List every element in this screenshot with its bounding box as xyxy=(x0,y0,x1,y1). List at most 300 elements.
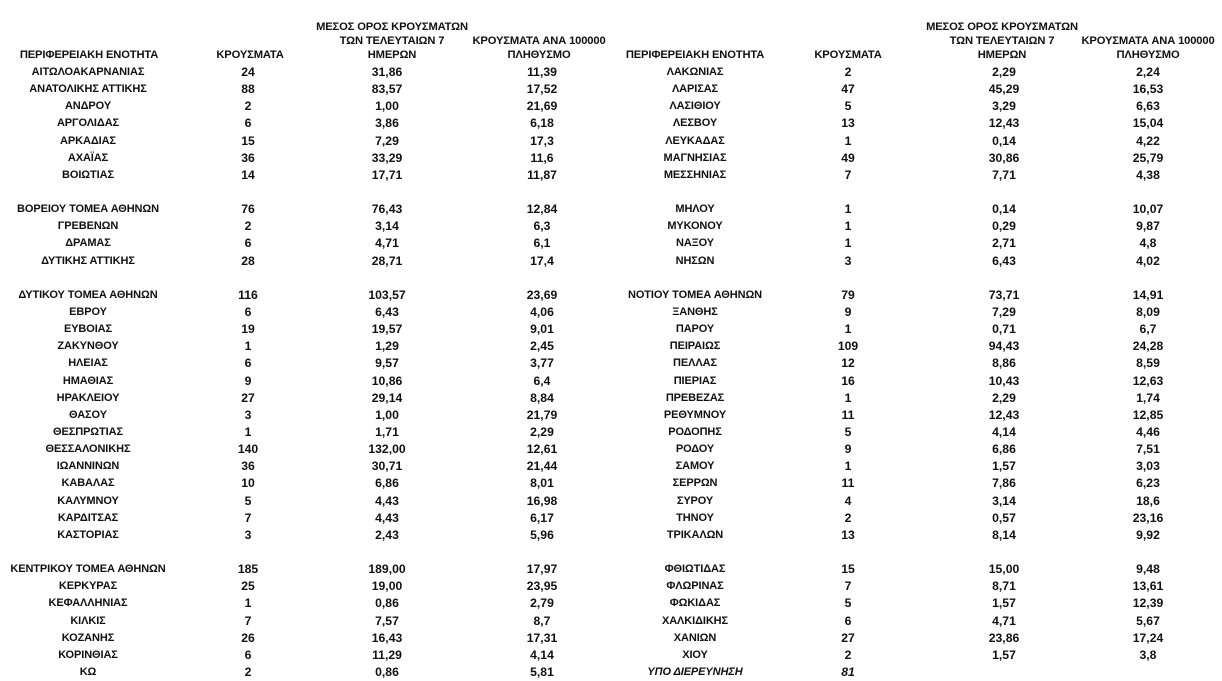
cell-cases: 14 xyxy=(241,167,255,182)
cell-per100k: 8,09 xyxy=(1136,304,1160,319)
cell-cases: 36 xyxy=(241,150,255,165)
table-row xyxy=(0,475,608,492)
table-row xyxy=(612,595,1222,612)
cell-per100k: 12,85 xyxy=(1132,407,1164,422)
table-row xyxy=(0,373,608,390)
table-row xyxy=(0,458,608,475)
cell-region: ΑΡΓΟΛΙΔΑΣ xyxy=(56,117,120,130)
cell-avg7: 15,00 xyxy=(988,562,1020,577)
cell-avg7: 28,71 xyxy=(371,253,403,268)
cell-cases: 140 xyxy=(237,442,259,457)
table-row xyxy=(0,613,608,630)
cell-per100k: 5,96 xyxy=(530,527,554,542)
table-row xyxy=(0,81,608,98)
cell-cases: 6 xyxy=(844,613,852,628)
table-row xyxy=(0,150,608,167)
table-row xyxy=(612,218,1222,235)
cell-per100k: 21,44 xyxy=(526,459,558,474)
cell-region: ΡΟΔΟΥ xyxy=(675,443,715,456)
cell-region: ΕΥΒΟΙΑΣ xyxy=(63,323,113,336)
cell-avg7: 3,29 xyxy=(992,99,1016,114)
cell-avg7: 10,86 xyxy=(371,373,403,388)
table-row xyxy=(612,81,1222,98)
cell-region: ΔΥΤΙΚΟΥ ΤΟΜΕΑ ΑΘΗΝΩΝ xyxy=(18,288,158,301)
cell-region: ΧΙΟΥ xyxy=(682,648,708,661)
cell-region: ΘΑΣΟΥ xyxy=(69,408,107,421)
cell-avg7: 19,57 xyxy=(371,322,403,337)
cell-cases: 7 xyxy=(244,510,252,525)
table-row xyxy=(0,98,608,115)
cell-avg7: 76,43 xyxy=(371,202,403,217)
cell-region: ΠΕΙΡΑΙΩΣ xyxy=(669,340,721,353)
cell-cases: 12 xyxy=(841,356,855,371)
table-row xyxy=(0,595,608,612)
cell-avg7: 7,29 xyxy=(375,133,399,148)
cell-region: ΣΑΜΟΥ xyxy=(675,460,715,473)
cell-region: ΠΡΕΒΕΖΑΣ xyxy=(665,391,725,404)
cell-cases: 13 xyxy=(841,527,855,542)
cell-cases: 6 xyxy=(244,116,252,131)
cell-avg7: 11,29 xyxy=(372,647,402,662)
cell-avg7: 4,43 xyxy=(375,493,399,508)
cell-per100k: 7,51 xyxy=(1136,442,1160,457)
cell-per100k: 6,18 xyxy=(530,116,554,131)
cell-per100k: 25,79 xyxy=(1132,150,1164,165)
table-row xyxy=(612,235,1222,252)
table-row xyxy=(0,527,608,544)
table-row xyxy=(612,647,1222,664)
cell-avg7: 1,57 xyxy=(992,647,1016,662)
cell-avg7: 2,29 xyxy=(992,390,1016,405)
table-row xyxy=(612,458,1222,475)
table-row xyxy=(612,441,1222,458)
header-avg7: ΜΕΣΟΣ ΟΡΟΣ ΚΡΟΥΣΜΑΤΩΝ ΤΩΝ ΤΕΛΕΥΤΑΙΩΝ 7 ΗΜΕΡΩΝ xyxy=(926,21,1078,61)
cell-per100k: 24,28 xyxy=(1132,339,1164,354)
cell-per100k: 23,95 xyxy=(526,579,558,594)
cell-per100k: 12,63 xyxy=(1132,373,1164,388)
cell-region: ΒΟΙΩΤΙΑΣ xyxy=(62,168,114,181)
cell-cases: 11 xyxy=(841,476,855,491)
cell-per100k: 9,01 xyxy=(530,322,554,337)
cell-cases: 13 xyxy=(841,116,855,131)
cell-avg7: 6,86 xyxy=(375,476,399,491)
table-row xyxy=(612,167,1222,184)
cell-per100k: 6,63 xyxy=(1136,99,1160,114)
cell-avg7: 9,57 xyxy=(375,356,399,371)
cell-region: ΧΑΛΚΙΔΙΚΗΣ xyxy=(661,614,729,627)
cell-cases: 6 xyxy=(244,356,252,371)
cell-avg7: 6,43 xyxy=(992,253,1016,268)
cell-avg7: 7,86 xyxy=(992,476,1016,491)
cell-per100k: 18,6 xyxy=(1136,493,1160,508)
table-row xyxy=(0,510,608,527)
cell-per100k: 2,79 xyxy=(530,596,554,611)
cell-cases: 1 xyxy=(244,424,252,439)
cell-avg7: 83,57 xyxy=(371,82,403,97)
cell-cases: 11 xyxy=(841,407,855,422)
table-row xyxy=(612,287,1222,304)
cell-region: ΞΑΝΘΗΣ xyxy=(672,305,718,318)
table-row xyxy=(612,373,1222,390)
cell-cases: 2 xyxy=(244,219,252,234)
cell-avg7: 94,43 xyxy=(988,339,1020,354)
cell-cases: 1 xyxy=(844,322,852,337)
spacer-row xyxy=(0,184,608,201)
cell-per100k: 12,61 xyxy=(526,442,558,457)
cell-avg7: 3,86 xyxy=(375,116,399,131)
cell-cases: 16 xyxy=(841,373,855,388)
cell-avg7: 1,29 xyxy=(375,339,399,354)
cell-cases: 2 xyxy=(844,510,852,525)
cell-region: ΖΑΚΥΝΘΟΥ xyxy=(57,340,119,353)
cell-region: ΤΡΙΚΑΛΩΝ xyxy=(666,528,724,541)
cell-cases: 6 xyxy=(244,236,252,251)
cell-per100k: 6,23 xyxy=(1136,476,1160,491)
cell-per100k: 6,1 xyxy=(533,236,551,251)
table-row xyxy=(612,630,1222,647)
spacer-row xyxy=(612,184,1222,201)
cell-per100k: 2,45 xyxy=(530,339,554,354)
table-row xyxy=(612,493,1222,510)
cell-avg7: 1,57 xyxy=(992,596,1016,611)
cell-avg7: 12,43 xyxy=(988,407,1020,422)
cell-cases: 3 xyxy=(844,253,852,268)
cell-region: ΚΙΛΚΙΣ xyxy=(70,614,106,627)
cell-region: ΑΡΚΑΔΙΑΣ xyxy=(60,134,116,147)
cell-avg7: 2,43 xyxy=(375,527,399,542)
cell-cases: 1 xyxy=(844,219,852,234)
table-row xyxy=(612,338,1222,355)
cell-avg7: 12,43 xyxy=(988,116,1020,131)
cell-cases: 4 xyxy=(844,493,852,508)
cell-avg7: 2,71 xyxy=(992,236,1016,251)
cell-per100k: 6,3 xyxy=(533,219,551,234)
cell-region: ΣΥΡΟΥ xyxy=(676,494,714,507)
cell-per100k: 4,14 xyxy=(530,647,554,662)
table-row xyxy=(612,321,1222,338)
cell-region: ΑΝΑΤΟΛΙΚΗΣ ΑΤΤΙΚΗΣ xyxy=(29,83,147,96)
cell-avg7: 45,29 xyxy=(988,82,1020,97)
cell-avg7: 8,86 xyxy=(992,356,1016,371)
cell-per100k: 6,4 xyxy=(533,373,551,388)
cell-region: ΗΡΑΚΛΕΙΟΥ xyxy=(56,391,120,404)
cell-per100k: 4,22 xyxy=(1136,133,1160,148)
cell-avg7: 29,14 xyxy=(371,390,403,405)
cell-per100k: 17,24 xyxy=(1132,630,1164,645)
table-row xyxy=(0,64,608,81)
cell-avg7: 0,57 xyxy=(992,510,1016,525)
cell-cases: 27 xyxy=(841,630,855,645)
cell-region: ΚΟΡΙΝΘΙΑΣ xyxy=(58,648,118,661)
cell-cases: 1 xyxy=(844,202,852,217)
table-row xyxy=(0,133,608,150)
cell-per100k xyxy=(1082,664,1214,681)
cell-region: ΜΗΛΟΥ xyxy=(675,203,715,216)
cell-per100k: 17,3 xyxy=(530,133,554,148)
cell-region: ΘΕΣΣΑΛΟΝΙΚΗΣ xyxy=(45,443,131,456)
cell-avg7: 8,14 xyxy=(992,527,1016,542)
cell-cases: 19 xyxy=(241,322,255,337)
cell-avg7: 6,86 xyxy=(992,442,1016,457)
cell-per100k: 9,87 xyxy=(1136,219,1160,234)
cell-region: ΘΕΣΠΡΩΤΙΑΣ xyxy=(53,425,123,438)
cell-region: ΥΠΟ ΔΙΕΡΕΥΝΗΣΗ xyxy=(647,665,743,678)
cell-per100k: 2,29 xyxy=(530,424,554,439)
table-row xyxy=(612,527,1222,544)
cell-cases: 5 xyxy=(844,596,852,611)
table-row xyxy=(0,390,608,407)
table-row xyxy=(0,355,608,372)
cell-avg7: 10,43 xyxy=(988,373,1020,388)
cell-avg7: 19,00 xyxy=(371,579,403,594)
cell-cases: 76 xyxy=(241,202,255,217)
cell-avg7: 1,00 xyxy=(375,407,399,422)
table-row xyxy=(612,201,1222,218)
cell-per100k: 4,02 xyxy=(1136,253,1160,268)
cell-region: ΜΑΓΝΗΣΙΑΣ xyxy=(663,151,727,164)
spacer-row xyxy=(612,544,1222,561)
table-row xyxy=(0,218,608,235)
cell-per100k: 4,38 xyxy=(1136,167,1160,182)
table-row xyxy=(612,407,1222,424)
table-row xyxy=(0,647,608,664)
header-cases: ΚΡΟΥΣΜΑΤΑ xyxy=(216,49,284,61)
cell-per100k: 8,7 xyxy=(533,613,551,628)
table-row xyxy=(0,630,608,647)
table-row xyxy=(0,167,608,184)
cell-region: ΜΕΣΣΗΝΙΑΣ xyxy=(663,168,727,181)
cell-avg7: 30,71 xyxy=(371,459,403,474)
table-row xyxy=(612,64,1222,81)
cell-cases: 5 xyxy=(844,99,852,114)
cell-region: ΝΗΣΩΝ xyxy=(675,254,715,267)
cell-cases: 24 xyxy=(241,65,255,79)
cell-cases: 6 xyxy=(244,304,252,319)
cell-cases: 5 xyxy=(844,424,852,439)
table-row xyxy=(612,578,1222,595)
cell-per100k: 5,81 xyxy=(530,664,554,679)
cell-region: ΚΩ xyxy=(79,665,97,678)
spacer-row xyxy=(0,270,608,287)
cell-avg7: 6,43 xyxy=(375,304,399,319)
cell-avg7: 16,43 xyxy=(371,630,403,645)
spacer-row xyxy=(0,544,608,561)
cell-cases: 2 xyxy=(244,664,252,679)
cell-region: ΛΑΣΙΘΙΟΥ xyxy=(669,100,721,113)
cell-cases: 1 xyxy=(244,596,252,611)
cell-region: ΦΩΚΙΔΑΣ xyxy=(669,597,721,610)
table-row xyxy=(612,253,1222,270)
cell-region: ΜΥΚΟΝΟΥ xyxy=(667,220,723,233)
cell-per100k: 5,67 xyxy=(1136,613,1160,628)
header-avg7: ΜΕΣΟΣ ΟΡΟΣ ΚΡΟΥΣΜΑΤΩΝ ΤΩΝ ΤΕΛΕΥΤΑΙΩΝ 7 ΗΜΕΡΩΝ xyxy=(316,21,468,61)
table-row xyxy=(0,424,608,441)
cell-region: ΗΛΕΙΑΣ xyxy=(68,357,108,370)
table-row xyxy=(0,235,608,252)
cell-cases: 2 xyxy=(844,65,852,79)
table-row xyxy=(0,304,608,321)
cell-avg7: 189,00 xyxy=(368,562,406,577)
cell-per100k: 4,46 xyxy=(1136,424,1160,439)
cell-per100k: 1,74 xyxy=(1136,390,1160,405)
cell-region: ΛΑΡΙΣΑΣ xyxy=(671,83,719,96)
table-row xyxy=(612,424,1222,441)
table-row xyxy=(0,287,608,304)
cell-avg7: 4,71 xyxy=(992,613,1016,628)
cell-cases: 109 xyxy=(837,339,859,354)
cell-region: ΝΑΞΟΥ xyxy=(675,237,715,250)
cell-avg7: 4,43 xyxy=(375,510,399,525)
cell-per100k: 16,98 xyxy=(526,493,558,508)
cell-avg7: 23,86 xyxy=(988,630,1020,645)
cell-avg7: 0,29 xyxy=(992,219,1016,234)
cell-avg7: 0,14 xyxy=(992,133,1016,148)
cell-avg7: 7,57 xyxy=(375,613,399,628)
cell-avg7: 30,86 xyxy=(988,150,1020,165)
cell-avg7: 0,71 xyxy=(992,322,1016,337)
cell-cases: 9 xyxy=(844,442,852,457)
cell-region: ΕΒΡΟΥ xyxy=(69,305,107,318)
cell-per100k: 23,69 xyxy=(526,287,558,302)
cell-per100k: 12,39 xyxy=(1132,596,1164,611)
table-row xyxy=(612,390,1222,407)
cell-per100k: 21,79 xyxy=(526,407,558,422)
table-row xyxy=(612,133,1222,150)
cell-cases: 1 xyxy=(844,236,852,251)
table-row xyxy=(0,578,608,595)
table-row xyxy=(612,561,1222,578)
cell-region: ΦΘΙΩΤΙΔΑΣ xyxy=(664,563,726,576)
cell-avg7 xyxy=(934,664,1074,681)
cell-per100k: 15,04 xyxy=(1132,116,1164,131)
table-row xyxy=(612,150,1222,167)
cell-avg7: 17,71 xyxy=(371,167,403,182)
table-row xyxy=(612,664,1222,681)
right-rows xyxy=(612,64,1222,681)
cell-per100k: 4,8 xyxy=(1139,236,1157,251)
table-row xyxy=(612,613,1222,630)
cell-avg7: 31,86 xyxy=(371,65,403,79)
cell-avg7: 0,86 xyxy=(375,664,399,679)
cell-avg7: 8,71 xyxy=(992,579,1016,594)
cell-per100k: 4,06 xyxy=(530,304,554,319)
cell-per100k: 6,17 xyxy=(530,510,554,525)
cell-avg7: 2,29 xyxy=(992,65,1016,79)
cell-cases: 1 xyxy=(844,390,852,405)
header-per100k: ΚΡΟΥΣΜΑΤΑ ΑΝΑ 100000 ΠΛΗΘΥΣΜΟ xyxy=(1081,35,1215,61)
cell-region: ΦΛΩΡΙΝΑΣ xyxy=(666,580,724,593)
cell-per100k: 17,31 xyxy=(526,630,558,645)
cell-region: ΧΑΝΙΩΝ xyxy=(673,631,717,644)
cell-region: ΔΥΤΙΚΗΣ ΑΤΤΙΚΗΣ xyxy=(41,254,135,267)
cell-region: ΣΕΡΡΩΝ xyxy=(672,477,718,490)
cell-cases: 9 xyxy=(844,304,852,319)
header-region: ΠΕΡΙΦΕΡΕΙΑΚΗ ΕΝΟΤΗΤΑ xyxy=(19,49,159,61)
cell-per100k: 11,39 xyxy=(527,65,557,79)
table-row xyxy=(0,321,608,338)
cell-per100k: 23,16 xyxy=(1132,510,1164,525)
cell-cases: 15 xyxy=(841,562,855,577)
table-row xyxy=(0,201,608,218)
cell-cases: 79 xyxy=(841,287,855,302)
cell-cases: 15 xyxy=(241,133,255,148)
table-row xyxy=(612,304,1222,321)
cell-per100k: 9,92 xyxy=(1136,527,1160,542)
cell-per100k: 17,4 xyxy=(530,253,554,268)
cell-region: ΚΟΖΑΝΗΣ xyxy=(61,631,115,644)
spacer-row xyxy=(612,270,1222,287)
cell-per100k: 2,24 xyxy=(1136,65,1160,79)
cell-avg7: 73,71 xyxy=(988,287,1020,302)
cell-region: ΒΟΡΕΙΟΥ ΤΟΜΕΑ ΑΘΗΝΩΝ xyxy=(17,203,159,216)
cell-region: ΤΗΝΟΥ xyxy=(676,511,714,524)
cell-region: ΡΕΘΥΜΝΟΥ xyxy=(663,408,727,421)
table-row xyxy=(0,441,608,458)
header-cases: ΚΡΟΥΣΜΑΤΑ xyxy=(814,49,882,61)
cell-per100k: 6,7 xyxy=(1139,322,1157,337)
cell-avg7: 33,29 xyxy=(371,150,403,165)
left-rows xyxy=(0,64,608,681)
header-per100k: ΚΡΟΥΣΜΑΤΑ ΑΝΑ 100000 ΠΛΗΘΥΣΜΟ xyxy=(472,35,606,61)
cell-per100k: 9,48 xyxy=(1136,562,1160,577)
cell-per100k: 3,03 xyxy=(1136,459,1160,474)
cell-per100k: 17,97 xyxy=(526,562,558,577)
table-row xyxy=(612,475,1222,492)
cell-cases: 7 xyxy=(844,167,852,182)
table-row xyxy=(0,253,608,270)
cell-avg7: 0,86 xyxy=(375,596,399,611)
cell-avg7: 0,14 xyxy=(992,202,1016,217)
cell-avg7: 3,14 xyxy=(375,219,399,234)
header-region: ΠΕΡΙΦΕΡΕΙΑΚΗ ΕΝΟΤΗΤΑ xyxy=(625,49,765,61)
cell-cases: 1 xyxy=(844,459,852,474)
cell-region: ΠΙΕΡΙΑΣ xyxy=(673,374,717,387)
cell-region: ΑΝΔΡΟΥ xyxy=(64,100,112,113)
cell-cases: 1 xyxy=(844,133,852,148)
cell-cases: 47 xyxy=(841,82,855,97)
cell-region: ΚΑΒΑΛΑΣ xyxy=(61,477,115,490)
cell-cases: 5 xyxy=(244,493,252,508)
cell-avg7: 4,71 xyxy=(375,236,399,251)
cell-cases: 1 xyxy=(244,339,252,354)
cell-per100k: 3,8 xyxy=(1139,647,1157,662)
cell-region: ΚΕΝΤΡΙΚΟΥ ΤΟΜΕΑ ΑΘΗΝΩΝ xyxy=(10,563,166,576)
cell-per100k: 3,77 xyxy=(530,356,554,371)
cell-cases: 81 xyxy=(841,664,855,679)
cell-per100k: 13,61 xyxy=(1132,579,1164,594)
cell-cases: 36 xyxy=(241,459,255,474)
cell-per100k: 8,59 xyxy=(1136,356,1160,371)
table-row xyxy=(0,561,608,578)
table-row xyxy=(0,115,608,132)
cell-cases: 6 xyxy=(244,647,252,662)
cell-region: ΡΟΔΟΠΗΣ xyxy=(668,425,722,438)
table-row xyxy=(612,510,1222,527)
cell-cases: 7 xyxy=(844,579,852,594)
cell-cases: 49 xyxy=(841,150,855,165)
cell-avg7: 4,14 xyxy=(992,424,1016,439)
cell-region: ΚΕΡΚΥΡΑΣ xyxy=(58,580,118,593)
cell-per100k: 11,87 xyxy=(527,167,557,182)
cell-avg7: 3,14 xyxy=(992,493,1016,508)
cell-cases: 3 xyxy=(244,527,252,542)
table-row xyxy=(0,407,608,424)
cell-cases: 10 xyxy=(241,476,255,491)
cell-region: ΑΙΤΩΛΟΑΚΑΡΝΑΝΙΑΣ xyxy=(31,66,145,78)
cell-cases: 88 xyxy=(241,82,255,97)
cell-avg7: 7,29 xyxy=(992,304,1016,319)
cell-region: ΚΑΡΔΙΤΣΑΣ xyxy=(57,511,119,524)
